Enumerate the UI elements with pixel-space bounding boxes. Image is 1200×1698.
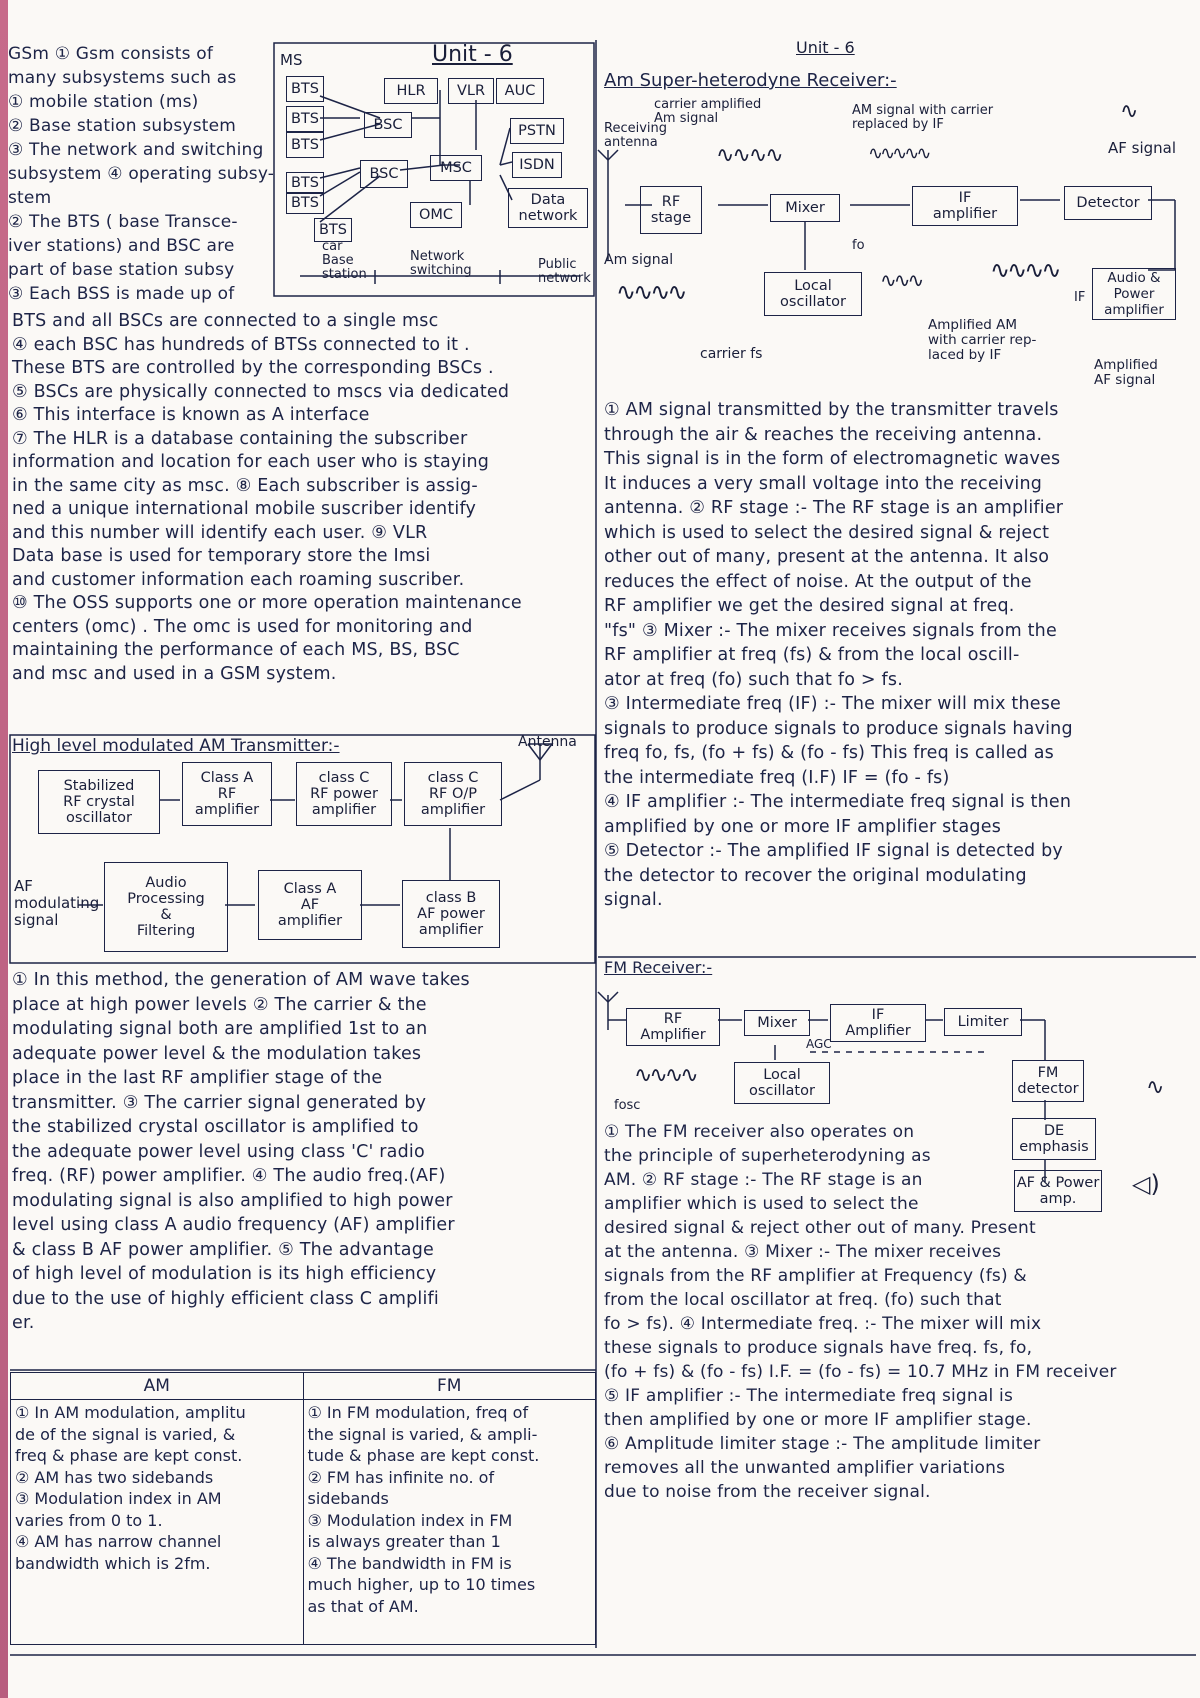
unit-heading-left: Unit - 6 (432, 42, 513, 67)
gsm-pstn: PSTN (510, 118, 564, 144)
fm-rx-if-amplifier: IF Amplifier (830, 1004, 926, 1042)
superhet-wave-icon-6: ∿∿∿∿ (990, 256, 1059, 284)
am-tx-antenna-label: Antenna (518, 734, 577, 750)
gsm-hlr: HLR (384, 78, 438, 104)
fm-rx-local-oscillator: Local oscillator (734, 1062, 830, 1104)
superhet-am-if-label: AM signal with carrier replaced by IF (852, 103, 994, 132)
superhet-af-signal-label: AF signal (1108, 139, 1177, 157)
gsm-bsc-2: BSC (360, 160, 408, 188)
superhet-receiving-antenna-label: Receiving antenna (604, 121, 668, 150)
fm-rx-fm-detector: FM detector (1012, 1060, 1084, 1102)
superhet-explanation: ① AM signal transmitted by the transmitter travels through the air & reaches the receiving antenna. This signal is in the form of electromagnetic waves It induces a very small voltage into the receiving antenna. ② RF stage :- The RF stage is an amplifier which is used to select the desired signal & reject other out of many, present at the antenna. It also reduces the effect of noise. At the output of the RF amplifier we get the desired signal at freq. "fs" ③ Mixer :- The mixer receives signals from the RF amplifier at freq (fs) & from the local oscill- ator at freq (fo) such that fo > fs. ③ Intermediate freq (IF) :- The mixer will mix these signals to produce signals to produce signals having freq fo, fs, (fo + fs) & (fo - fs) This freq is called as the intermediate freq (I.F) IF = (fo - fs) ④ IF amplifier :- The intermediate freq signal is then amplified by one or more IF amplifier stages ⑤ Detector :- The amplified IF signal is detected by the detector to recover the original modulating signal. (604, 400, 1073, 910)
gsm-bts-3: BTS (286, 132, 324, 158)
fm-rx-agc-label: AGC (806, 1037, 832, 1051)
gsm-bts-5: BTS (286, 192, 324, 214)
fm-rx-af-power-amp: AF & Power amp. (1014, 1170, 1102, 1212)
am-tx-explanation: ① In this method, the generation of AM wave takes place at high power levels ② The carrier & the modulating signal both are amplified 1st to an adequate power level & the modulation takes place in the last RF amplifier stage of the transmitter. ③ The carrier signal generated by the stabilized crystal oscillator is amplified to the adequate power level using class 'C' radio freq. (RF) power amplifier. ④ The audio freq.(AF) modulating signal is also amplified to high power level using class A audio frequency (AF) amplifier & class B AF power amplifier. ⑤ The advantage of high level of modulation is its high efficiency due to the use of highly efficient class C amplifi er. (12, 970, 470, 1333)
gsm-msc: MSC (430, 155, 482, 181)
fm-column-header: FM (303, 1373, 596, 1400)
superhet-wave-icon-3: ∿ (1120, 99, 1139, 124)
superhet-mixer: Mixer (770, 194, 840, 222)
am-column-text: ① In AM modulation, amplitu de of the signal is varied, & freq & phase are kept const. ② AM has two sidebands ③ Modulation index in AM varies from 0 to 1. ④ AM has narrow channel bandwidth which is 2fm. (11, 1400, 304, 1645)
am-tx-class-a-rf: Class A RF amplifier (182, 762, 272, 826)
fm-rx-deemphasis: DE emphasis (1012, 1118, 1096, 1160)
superhet-am-signal-label: Am signal (604, 252, 674, 268)
gsm-base-station-label: car Base station (322, 239, 367, 282)
fm-column-text: ① In FM modulation, freq of the signal is varied, & ampli- tude & phase are kept const. ② FM has infinite no. of sidebands ③ Modulation index in FM is always greater than 1 ④ The bandwidth in FM is much higher, up to 10 times as that of AM. (303, 1400, 596, 1645)
superhet-wave-icon-4: ∿∿∿∿ (616, 278, 685, 306)
superhet-local-oscillator: Local oscillator (764, 272, 862, 316)
superhet-carrier-amp-label: carrier amplified Am signal (654, 97, 762, 126)
fm-rx-title: FM Receiver:- (604, 958, 713, 977)
superhet-wave-icon-2: ∿∿∿∿∿ (868, 143, 929, 164)
gsm-network-switching-label: Network switching (410, 249, 472, 278)
gsm-body-text: BTS and all BSCs are connected to a single msc ④ each BSC has hundreds of BTSs connected to it . These BTS are controlled by the corresponding BSCs . ⑤ BSCs are physically connected to mscs via dedicated ⑥ This interface is known as A interface ⑦ The HLR is a database containing the subscriber information and location for each user who is staying in the same city as msc. ⑧ Each subscriber is assig- ned a unique international mobile suscriber identify and this number will identify each user. ⑨ VLR Data base is used for temporary store the Imsi and customer information each roaming suscriber. ⑩ The OSS supports one or more operation maintenance centers (omc) . The omc is used for monitoring and maintaining the performance of each MS, BS, BSC and msc and used in a GSM system. (12, 311, 522, 684)
am-tx-title: High level modulated AM Transmitter:- (12, 736, 340, 756)
gsm-bts-6: BTS (314, 218, 352, 242)
am-tx-class-c-output: class C RF O/P amplifier (404, 762, 502, 826)
am-tx-class-a-af: Class A AF amplifier (258, 870, 362, 940)
am-fm-comparison-table (10, 1372, 596, 1645)
am-column-header: AM (11, 1373, 304, 1400)
am-tx-audio-processing: Audio Processing & Filtering (104, 862, 228, 952)
superhet-rf-stage: RF stage (640, 186, 702, 234)
superhet-if-mark: IF (1074, 290, 1086, 305)
superhet-wave-icon-1: ∿∿∿∿ (716, 143, 782, 168)
gsm-vlr: VLR (448, 78, 494, 104)
unit-heading-right: Unit - 6 (796, 38, 855, 57)
fm-rx-mixer: Mixer (744, 1010, 810, 1036)
fm-rx-output-wave-icon: ∿ (1146, 1075, 1165, 1100)
superhet-amplified-am-label: Amplified AM with carrier rep- laced by IF (928, 317, 1037, 363)
gsm-bts-1: BTS (286, 76, 324, 102)
fm-rx-rf-amplifier: RF Amplifier (626, 1008, 720, 1046)
superhet-title: Am Super-heterodyne Receiver:- (604, 70, 897, 91)
gsm-isdn: ISDN (512, 152, 562, 178)
fm-rx-speaker-icon: ◁) (1132, 1170, 1160, 1198)
am-tx-crystal-oscillator: Stabilized RF crystal oscillator (38, 770, 160, 834)
fm-rx-wave-icon: ∿∿∿∿ (634, 1063, 696, 1088)
superhet-if-amplifier: IF amplifier (912, 186, 1018, 226)
gsm-omc: OMC (410, 202, 462, 228)
gsm-intro-text: GSm ① Gsm consists of many subsystems such as ① mobile station (ms) ② Base station subsystem ③ The network and switching subsystem ④ operating subsy- stem ② The BTS ( base Transce- iver stations) and BSC are part of base station subsy ③ Each BSS is made up of (8, 44, 275, 304)
superhet-wave-icon-5: ∿∿∿ (880, 268, 922, 292)
gsm-bsc-1: BSC (364, 112, 412, 138)
page-edge (0, 0, 8, 1698)
am-tx-class-c-rf-power: class C RF power amplifier (296, 762, 392, 826)
gsm-public-network-label: Public network (538, 257, 591, 286)
gsm-bts-2: BTS (286, 106, 324, 132)
fm-rx-explanation-top: ① The FM receiver also operates on the principle of superheterodyning as AM. ② RF stage :- The RF stage is an amplifier which is used to select the desired signal & reject other out of many. Present at the antenna. ③ Mixer :- The mixer receives signals from the RF amplifier at Frequency (fs) & from the local oscillator at freq. (fo) such that fo > fs). ④ Intermediate freq. :- The mixer will mix these signals to produce signals have freq. fs, fo, (fo + fs) & (fo - fs) I.F. = (fo - fs) = 10.7 MHz in FM receiver ⑤ IF amplifier :- The intermediate freq signal is then amplified by one or more IF amplifier stage. ⑥ Amplitude limiter stage :- The amplitude limiter removes all the unwanted amplifier variations due to noise from the receiver signal. (604, 1122, 1117, 1502)
superhet-audio-power-amp: Audio & Power amplifier (1092, 268, 1176, 320)
gsm-auc: AUC (496, 78, 544, 104)
am-tx-class-b-af: class B AF power amplifier (402, 880, 500, 948)
gsm-bts-4: BTS (286, 172, 324, 194)
gsm-ms-label: MS (280, 51, 303, 69)
superhet-detector: Detector (1064, 186, 1152, 220)
fm-rx-fosc-label: fosc (614, 1098, 641, 1113)
fm-rx-limiter: Limiter (944, 1008, 1022, 1036)
superhet-fo-label: fo (852, 238, 865, 253)
am-tx-modulating-input-label: AF modulating signal (14, 877, 100, 929)
gsm-data-network: Data network (508, 188, 588, 228)
superhet-carrier-fs-label: carrier fs (700, 346, 763, 362)
superhet-amplified-af-label: Amplified AF signal (1094, 357, 1158, 388)
